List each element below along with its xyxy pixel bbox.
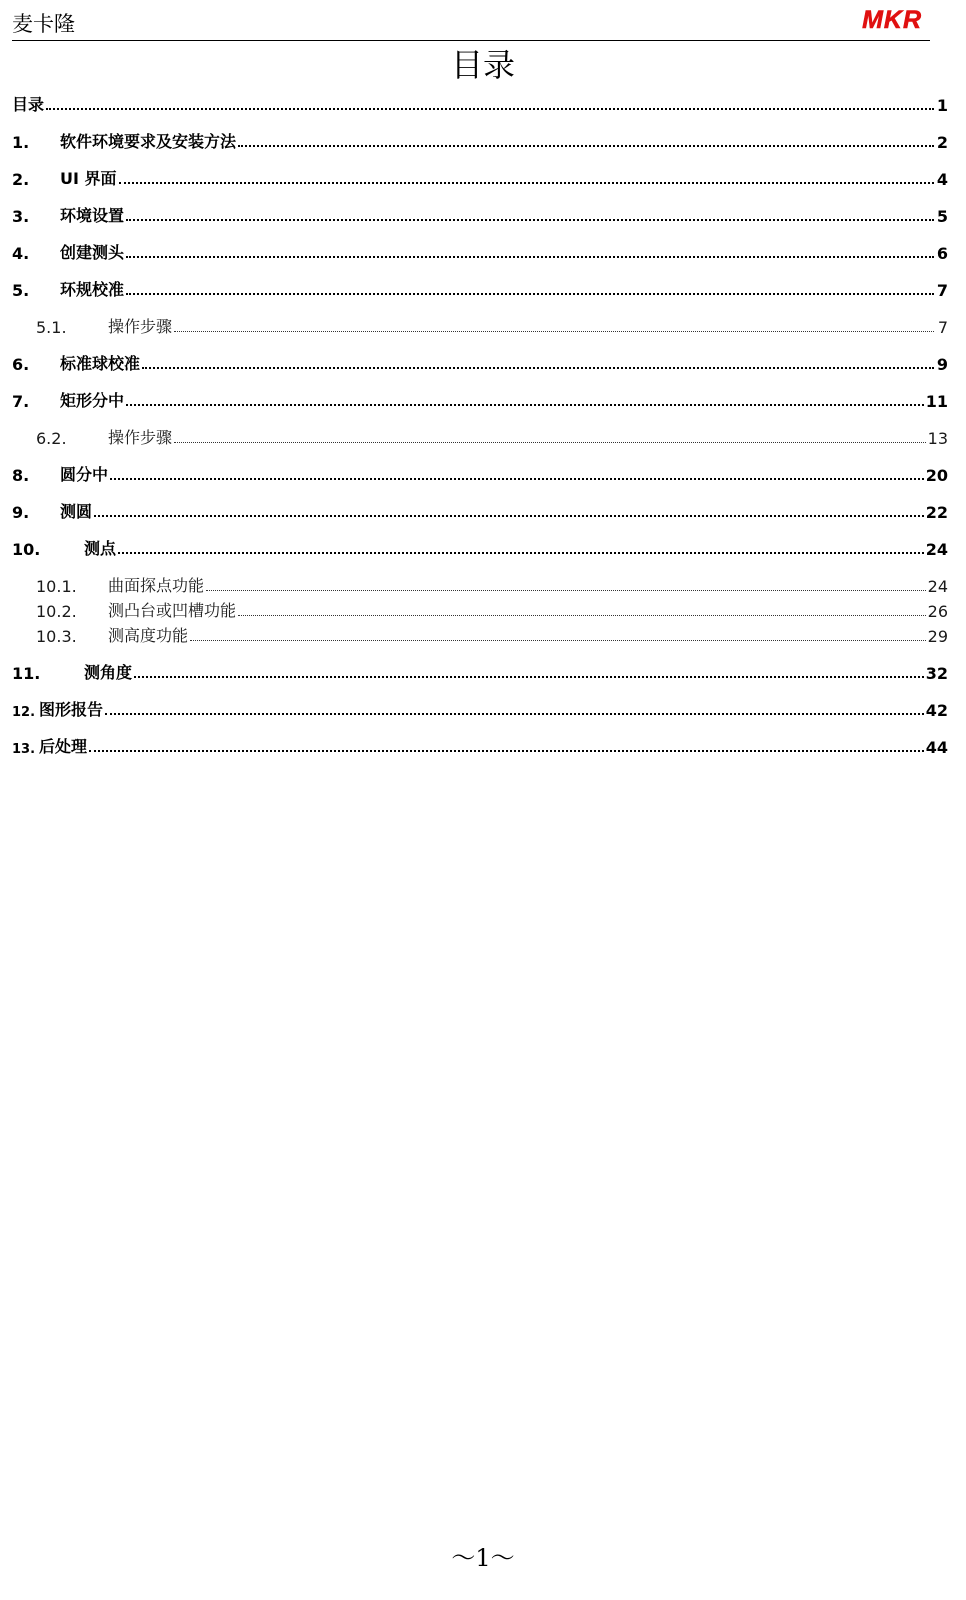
toc-entry-page: 5	[936, 207, 948, 226]
toc-leader-dots	[134, 675, 924, 678]
toc-entry-page: 6	[936, 244, 948, 263]
toc-leader-dots	[238, 614, 926, 616]
toc-subentry[interactable]	[12, 424, 948, 448]
toc-subentry-title: 操作步骤	[108, 428, 173, 447]
toc-entry[interactable]	[12, 387, 948, 411]
toc-leader-dots	[46, 107, 934, 110]
toc-entry[interactable]	[12, 696, 948, 720]
toc-subentry-page: 24	[927, 577, 948, 596]
toc-entry-page: 20	[925, 466, 948, 485]
toc-leader-dots	[126, 218, 934, 221]
toc-leader-dots	[174, 330, 934, 332]
toc-entry[interactable]	[12, 733, 948, 757]
toc-leader-dots	[206, 589, 926, 591]
toc-entry-number: 8.	[12, 466, 30, 485]
toc-entry-number: 11.	[12, 664, 41, 683]
toc-subentry-number: 10.3.	[36, 627, 77, 646]
toc-entry[interactable]	[12, 535, 948, 559]
toc-leader-dots	[105, 712, 924, 715]
toc-entry-page: 32	[925, 664, 948, 683]
toc-subentry-number: 10.1.	[36, 577, 77, 596]
toc-entry-number: 2.	[12, 170, 30, 189]
toc-subentry[interactable]	[12, 313, 948, 337]
toc-leader-dots	[110, 477, 924, 480]
toc-entry[interactable]	[12, 498, 948, 522]
toc-entry-title: 环规校准	[60, 280, 125, 299]
toc-entry[interactable]	[12, 659, 948, 683]
toc-subentry-page: 7	[937, 318, 948, 337]
toc-entry[interactable]	[12, 202, 948, 226]
toc-leader-dots	[118, 551, 924, 554]
toc-entry-title: 圆分中	[60, 465, 109, 484]
toc-subentry-title: 测凸台或凹槽功能	[108, 601, 237, 620]
toc-entry-title: 测角度	[84, 663, 133, 682]
toc-entry-title: 测圆	[60, 502, 93, 521]
toc-entry-page: 44	[925, 738, 948, 757]
toc-leader-dots	[89, 749, 924, 752]
toc-entry[interactable]	[12, 350, 948, 374]
toc-entry-number: 13.	[12, 742, 36, 757]
toc-entry-title: 环境设置	[60, 206, 125, 225]
toc-entry-number: 3.	[12, 207, 30, 226]
toc-subentry-number: 5.1.	[36, 318, 67, 337]
toc-entry-page: 24	[925, 540, 948, 559]
toc-subentry[interactable]	[12, 572, 948, 596]
toc-entry-number: 5.	[12, 281, 30, 300]
toc-leader-dots	[174, 441, 926, 443]
toc-leader-dots	[119, 181, 934, 184]
toc-entry-number: 12.	[12, 705, 36, 720]
toc-entry-page: 22	[925, 503, 948, 522]
toc-subentry[interactable]	[12, 622, 948, 646]
toc-leader-dots	[190, 639, 926, 641]
toc-subentry-page: 29	[927, 627, 948, 646]
toc-entry[interactable]	[12, 461, 948, 485]
toc-entry-number: 9.	[12, 503, 30, 522]
toc-entry-page: 7	[936, 281, 948, 300]
toc-entry-number: 10.	[12, 540, 41, 559]
toc-title: 目录	[450, 46, 515, 84]
toc-entry-page: 4	[936, 170, 948, 189]
toc-subentry-number: 6.2.	[36, 429, 67, 448]
toc-entry-title: 矩形分中	[60, 391, 125, 410]
toc-entry-page: 2	[936, 133, 948, 152]
toc-leader-dots	[126, 292, 934, 295]
toc-entry-title: 测点	[84, 539, 117, 558]
toc-subentry-page: 13	[927, 429, 948, 448]
toc-entry-title: 目录	[12, 95, 45, 114]
toc-entry-page: 42	[925, 701, 948, 720]
toc-subentry-number: 10.2.	[36, 602, 77, 621]
toc-entry-number: 7.	[12, 392, 30, 411]
toc-leader-dots	[142, 366, 934, 369]
toc-entry-title: 创建测头	[60, 243, 125, 262]
header-company-name: 麦卡隆	[12, 12, 75, 36]
toc-entry-page: 9	[936, 355, 948, 374]
toc-subentry-title: 操作步骤	[108, 317, 173, 336]
toc-subentry[interactable]	[12, 597, 948, 621]
toc-leader-dots	[126, 403, 924, 406]
toc-entry-title: UI 界面	[60, 169, 117, 188]
toc-entry-title: 图形报告	[39, 700, 104, 719]
toc-subentry-title: 测高度功能	[108, 626, 189, 645]
toc-entry-title: 软件环境要求及安装方法	[60, 132, 237, 151]
page-header	[12, 4, 930, 41]
toc-entry-number: 4.	[12, 244, 30, 263]
mkr-logo: MKR	[862, 6, 922, 34]
toc-entry-page: 11	[925, 392, 948, 411]
toc-entry-title: 后处理	[39, 737, 88, 756]
toc-subentry-page: 26	[927, 602, 948, 621]
toc-entry-number: 1.	[12, 133, 30, 152]
toc-entry-title: 标准球校准	[60, 354, 141, 373]
toc-subentry-title: 曲面探点功能	[108, 576, 205, 595]
toc-entry[interactable]	[12, 239, 948, 263]
toc-leader-dots	[238, 144, 934, 147]
toc-entry[interactable]	[12, 91, 948, 115]
toc-entry[interactable]	[12, 128, 948, 152]
toc-entry[interactable]	[12, 276, 948, 300]
toc-entry[interactable]	[12, 165, 948, 189]
toc-entry-number: 6.	[12, 355, 30, 374]
toc-leader-dots	[94, 514, 924, 517]
toc-leader-dots	[126, 255, 934, 258]
toc-entry-page: 1	[936, 96, 948, 115]
page-number-footer: ～1～	[451, 1544, 515, 1572]
